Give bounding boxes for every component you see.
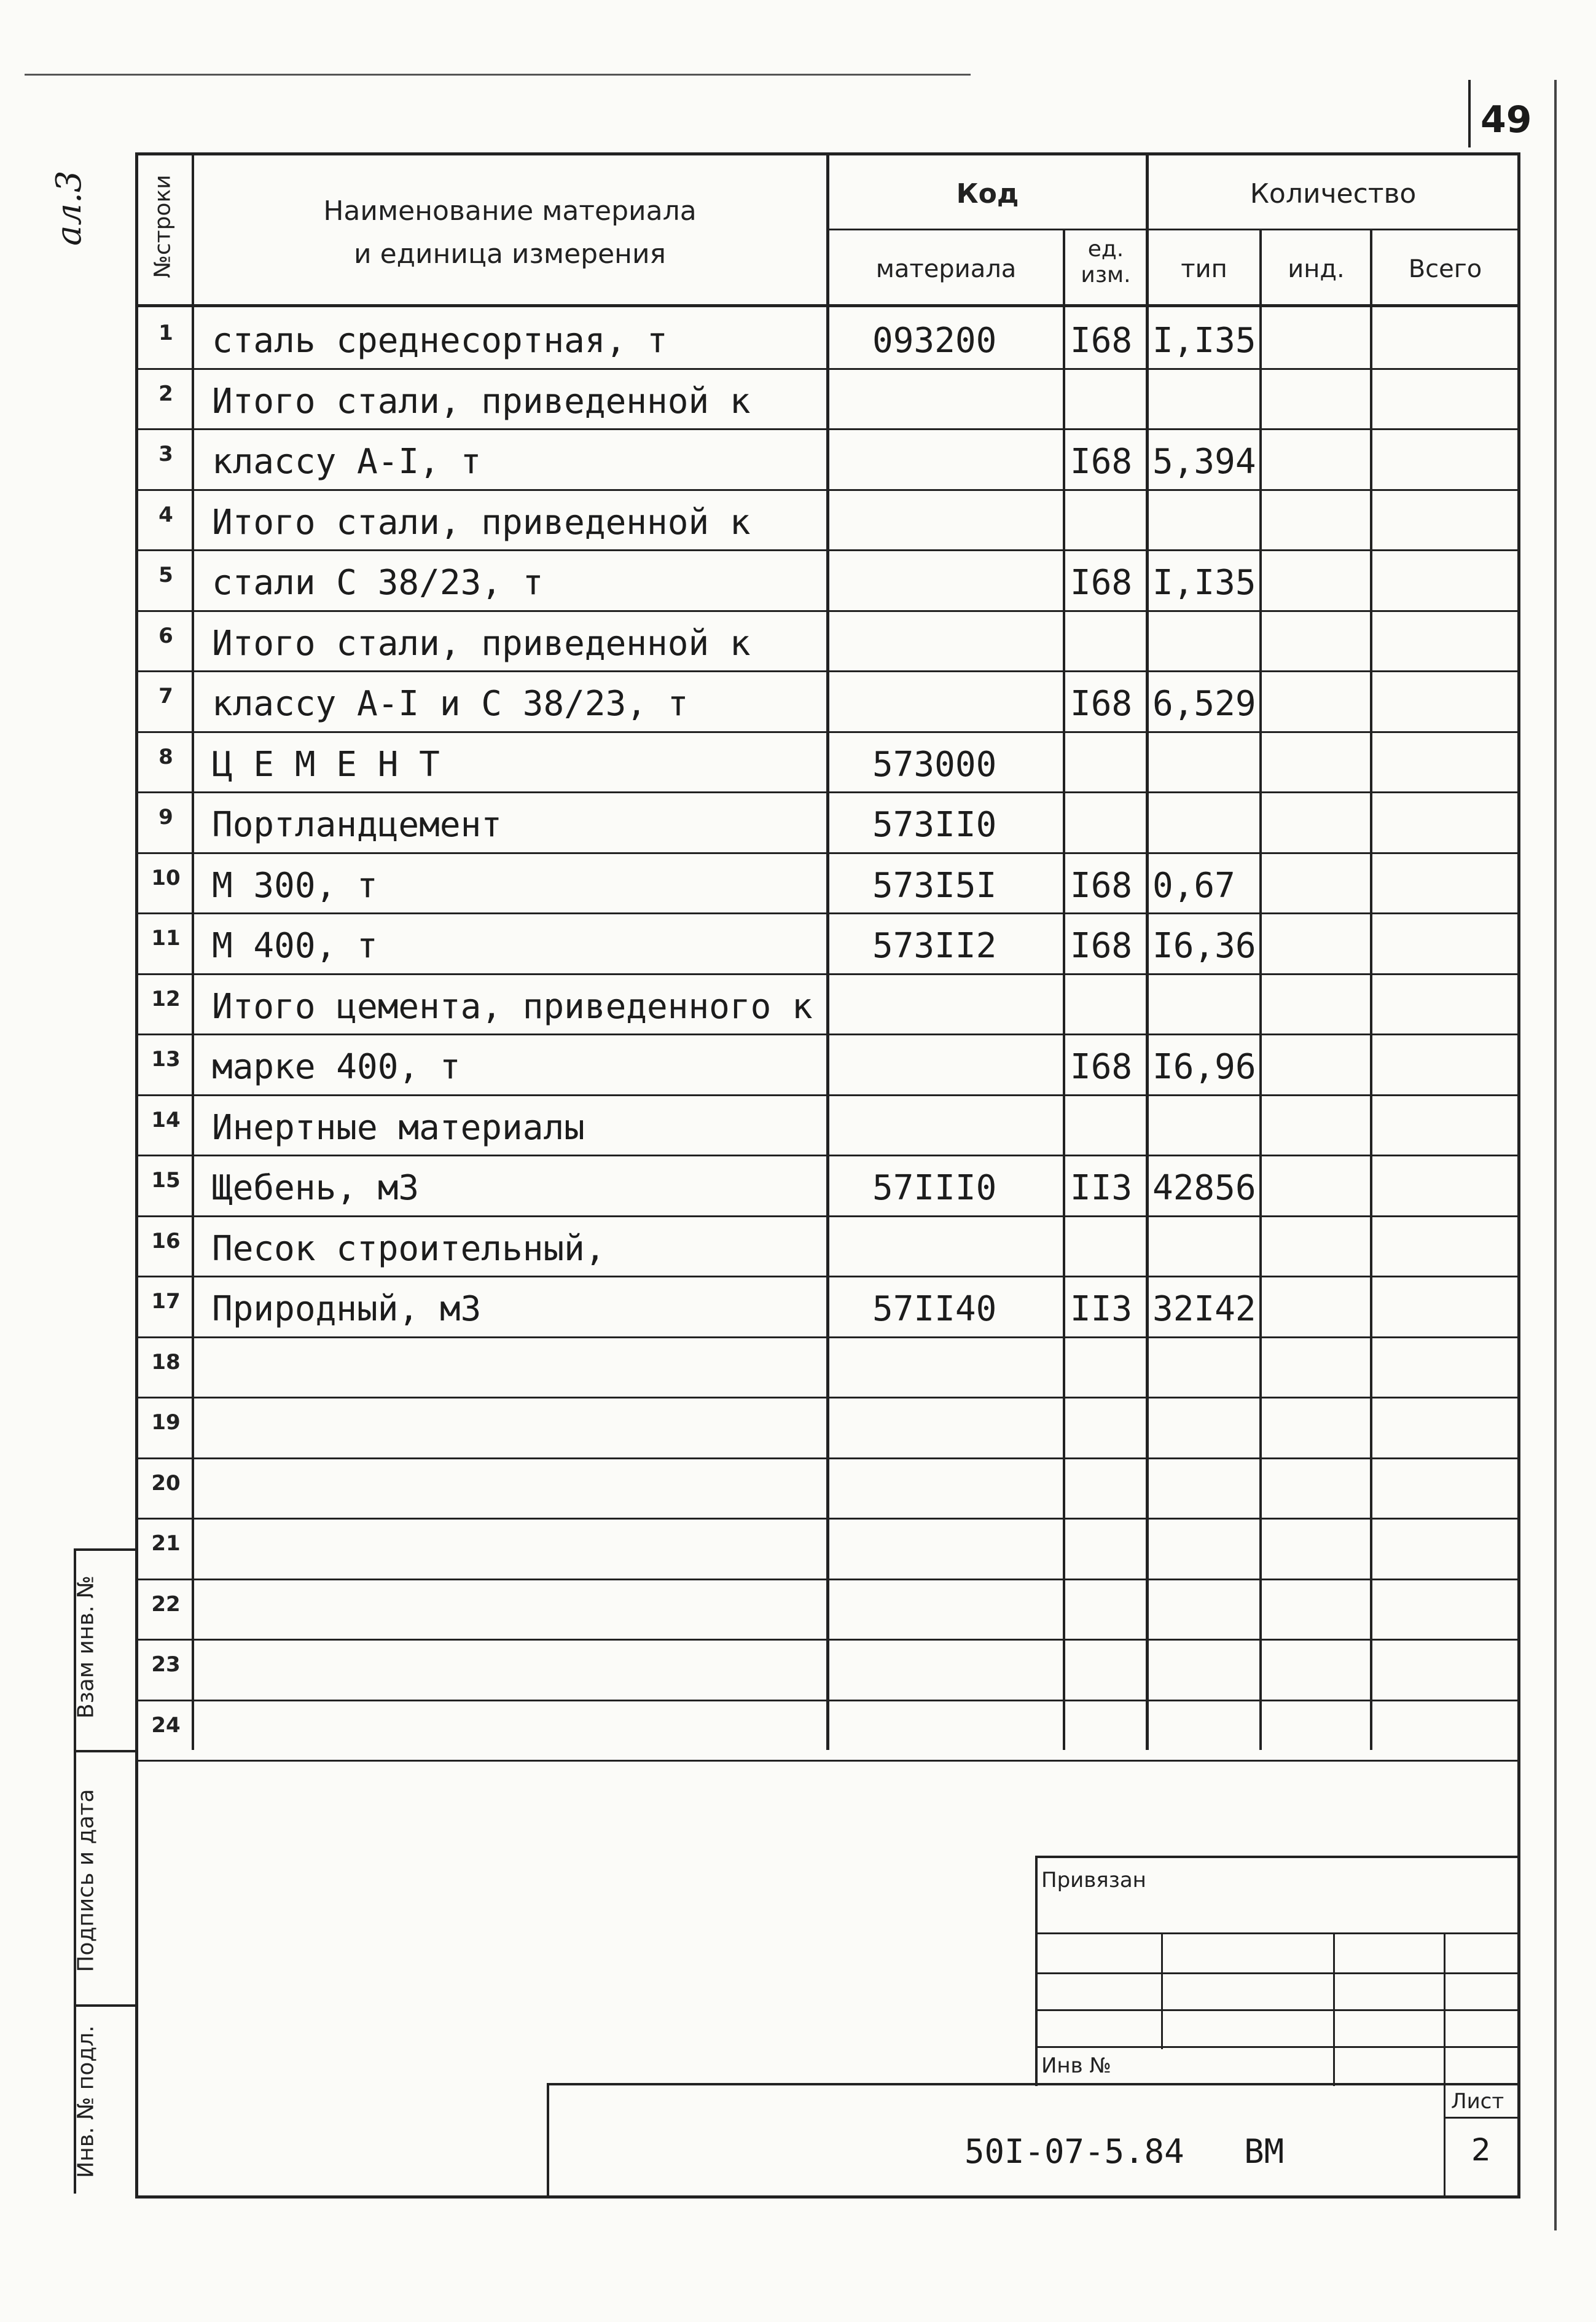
row-line — [135, 1700, 1520, 1701]
row-number: 14 — [151, 1107, 181, 1132]
row-number: 4 — [158, 502, 173, 527]
side-stamp-sep2 — [74, 2004, 135, 2007]
row-line — [135, 1518, 1520, 1520]
material-unit: II3 — [1070, 1289, 1133, 1329]
table-right-border — [1517, 152, 1520, 2198]
stamp-line-b — [1035, 1972, 1520, 1974]
stamp-list-value: 2 — [1471, 2132, 1491, 2168]
material-code: 093200 — [872, 321, 997, 361]
material-unit: I68 — [1070, 321, 1133, 361]
stamp-col-1 — [1161, 1932, 1163, 2049]
quantity-type: I,I35 — [1152, 563, 1256, 603]
material-name: стали С 38/23, т — [212, 563, 544, 603]
header-code-unit: ед. изм. — [1081, 237, 1131, 288]
row-number: 15 — [151, 1168, 181, 1193]
material-unit: I68 — [1070, 442, 1133, 482]
row-number: 22 — [151, 1591, 181, 1617]
row-line — [135, 610, 1520, 612]
material-code: 573II2 — [872, 926, 997, 966]
row-line — [135, 1034, 1520, 1035]
material-name: Ц Е М Е Н Т — [212, 744, 440, 785]
row-number: 3 — [158, 442, 173, 466]
quantity-type: 32I42 — [1152, 1289, 1256, 1329]
stamp-line-a — [1035, 1932, 1520, 1934]
row-number: 2 — [158, 381, 173, 406]
header-mid-line — [826, 229, 1517, 230]
stamp-col-2 — [1333, 1932, 1335, 2086]
row-line — [135, 1760, 1520, 1762]
col-line-name — [826, 152, 829, 1750]
row-number: 13 — [151, 1047, 181, 1072]
material-name: сталь среднесортная, т — [212, 321, 668, 361]
material-name: Инертные материалы — [212, 1107, 585, 1148]
row-line — [135, 1094, 1520, 1096]
row-number: 20 — [151, 1470, 181, 1496]
row-number: 11 — [151, 926, 181, 951]
material-code: 573000 — [872, 744, 997, 785]
material-name: Песок строительный, — [212, 1228, 606, 1269]
col-line-ind — [1370, 229, 1372, 1750]
stamp-line-c — [1035, 2009, 1520, 2011]
material-unit: I68 — [1070, 926, 1133, 966]
stamp-top-line — [1035, 1856, 1520, 1858]
col-line-code — [1063, 229, 1065, 1750]
material-name: Итого цемента, приведенного к — [212, 986, 813, 1027]
page-number-divider — [1468, 80, 1471, 147]
frame-bottom — [135, 2195, 1520, 2198]
material-unit: I68 — [1070, 865, 1133, 906]
side-stamp-top — [74, 1548, 135, 1551]
row-number: 24 — [151, 1712, 181, 1738]
material-code: 57II40 — [872, 1289, 997, 1329]
material-name: М 400, т — [212, 926, 378, 966]
row-number: 5 — [158, 563, 173, 587]
row-line — [135, 973, 1520, 975]
col-line-unit — [1146, 152, 1149, 1750]
quantity-type: 0,67 — [1152, 865, 1235, 906]
side-stamp-sep1 — [74, 1750, 135, 1752]
row-line — [135, 368, 1520, 370]
row-number: 10 — [151, 865, 181, 890]
top-rule — [25, 74, 971, 76]
stamp-col-3 — [1444, 1932, 1445, 2197]
side-label-vzam: Взам инв. № — [73, 1575, 99, 1719]
row-number: 16 — [151, 1228, 181, 1253]
stamp-doc-code: 50I-07-5.84 ВМ — [964, 2132, 1285, 2171]
header-row-number: №строки — [150, 175, 176, 278]
row-line — [135, 912, 1520, 914]
material-unit: I68 — [1070, 563, 1133, 603]
title-block-top — [547, 2083, 1520, 2085]
row-line — [135, 852, 1520, 854]
material-name: классу А-I, т — [212, 442, 482, 482]
row-number: 6 — [158, 623, 173, 648]
material-code: 573II0 — [872, 805, 997, 845]
quantity-type: 42856 — [1152, 1168, 1256, 1208]
right-edge-line — [1554, 80, 1557, 2230]
side-stamp-right — [135, 1750, 138, 2198]
side-label-inv-podl: Инв. № подл. — [73, 2025, 99, 2178]
stamp-privyazan: Привязан — [1041, 1868, 1146, 1893]
row-line — [135, 1155, 1520, 1156]
header-name-line2: и единица измерения — [353, 238, 667, 270]
row-line — [135, 791, 1520, 793]
row-line — [135, 489, 1520, 491]
material-name: Щебень, м3 — [212, 1168, 420, 1208]
material-unit: I68 — [1070, 684, 1133, 724]
header-qty-ind: инд. — [1288, 255, 1345, 283]
material-unit: II3 — [1070, 1168, 1133, 1208]
row-number: 18 — [151, 1349, 181, 1375]
list-sep — [1444, 2117, 1520, 2119]
margin-note: ал.3 — [49, 170, 89, 246]
row-line — [135, 1579, 1520, 1580]
table-left-border — [135, 152, 138, 1750]
quantity-type: I,I35 — [1152, 321, 1256, 361]
row-line — [135, 549, 1520, 551]
row-number: 1 — [158, 321, 173, 345]
quantity-type: I6,96 — [1152, 1047, 1256, 1087]
material-name: М 300, т — [212, 865, 378, 906]
header-code-material: материала — [875, 255, 1017, 283]
material-name: марке 400, т — [212, 1047, 461, 1087]
side-label-podpis: Подпись и дата — [73, 1789, 99, 1972]
header-quantity: Количество — [1250, 178, 1417, 210]
material-name: Итого стали, приведенной к — [212, 381, 751, 422]
material-name: Итого стали, приведенной к — [212, 623, 751, 664]
row-line — [135, 1336, 1520, 1338]
header-qty-total: Всего — [1408, 255, 1482, 283]
row-line — [135, 670, 1520, 672]
row-line — [135, 1276, 1520, 1277]
material-name: классу А-I и С 38/23, т — [212, 684, 689, 724]
row-line — [135, 1397, 1520, 1398]
row-number: 17 — [151, 1289, 181, 1314]
col-line-type — [1259, 229, 1262, 1750]
quantity-type: I6,36 — [1152, 926, 1256, 966]
row-number: 21 — [151, 1531, 181, 1556]
row-line — [135, 428, 1520, 430]
title-block-left — [547, 2083, 549, 2197]
row-number: 12 — [151, 986, 181, 1011]
material-name: Итого стали, приведенной к — [212, 502, 751, 543]
material-code: 57III0 — [872, 1168, 997, 1208]
header-code: Код — [956, 178, 1019, 210]
row-line — [135, 1639, 1520, 1641]
material-unit: I68 — [1070, 1047, 1133, 1087]
stamp-line-d — [1035, 2046, 1520, 2048]
header-qty-type: тип — [1181, 255, 1227, 283]
row-line — [135, 1215, 1520, 1217]
stamp-list-label: Лист — [1451, 2089, 1504, 2114]
header-name-line1: Наименование материала — [323, 195, 697, 227]
quantity-type: 6,529 — [1152, 684, 1256, 724]
row-line — [135, 1457, 1520, 1459]
material-code: 573I5I — [872, 865, 997, 906]
row-number: 7 — [158, 684, 173, 708]
row-number: 9 — [158, 805, 173, 830]
col-line-num — [192, 152, 194, 1750]
stamp-left-line — [1035, 1856, 1038, 2086]
page-number: 49 — [1481, 98, 1532, 141]
material-name: Портландцемент — [212, 805, 503, 845]
row-line — [135, 731, 1520, 733]
material-name: Природный, м3 — [212, 1289, 482, 1329]
row-number: 23 — [151, 1652, 181, 1677]
row-number: 8 — [158, 744, 173, 769]
stamp-inv-no: Инв № — [1041, 2053, 1111, 2078]
quantity-type: 5,394 — [1152, 442, 1256, 482]
row-number: 19 — [151, 1410, 181, 1435]
